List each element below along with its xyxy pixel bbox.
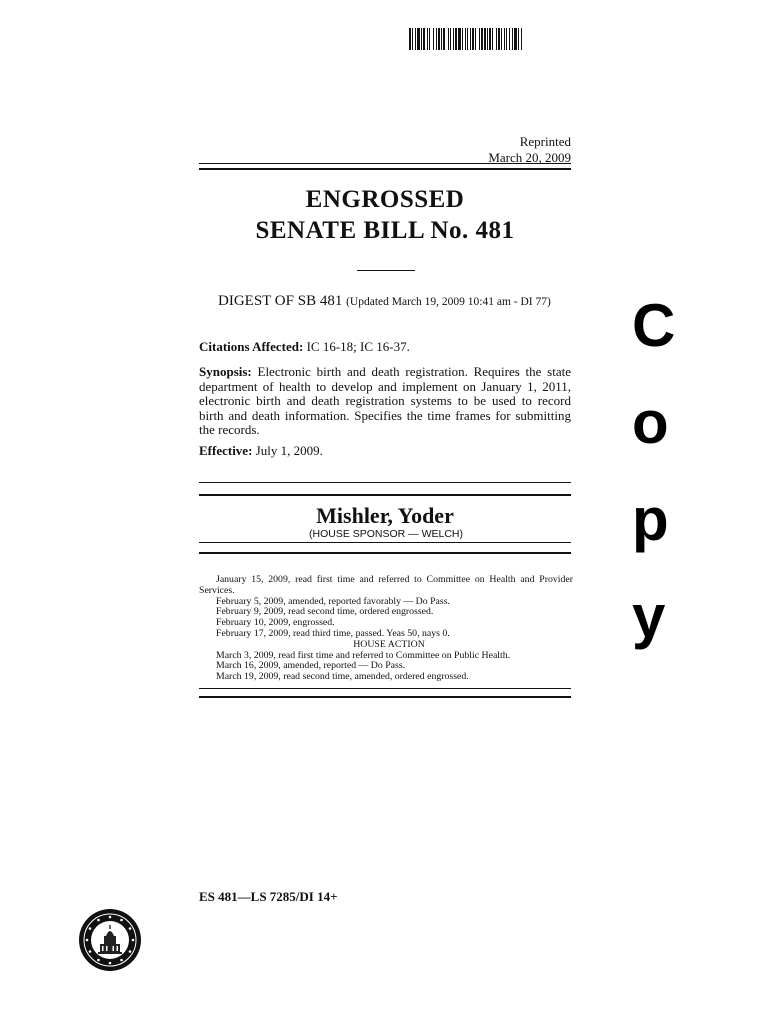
history-rule-1 <box>199 688 571 689</box>
sponsor-rule-1 <box>199 482 571 483</box>
sponsor-rule-2 <box>199 494 571 496</box>
history-rule-2 <box>199 696 571 698</box>
sponsor-rule-3 <box>199 542 571 543</box>
document-id: ES 481—LS 7285/DI 14+ <box>199 889 338 904</box>
synopsis-label: Synopsis: <box>199 364 252 379</box>
digest-heading <box>218 293 551 310</box>
citations-paragraph <box>199 340 571 355</box>
history-entry: February 17, 2009, read third time, passed. Yeas 50, nays 0. <box>216 627 450 639</box>
copy-watermark-letter: C <box>632 292 676 359</box>
header-rule-1 <box>199 163 571 164</box>
sponsor-rule-4 <box>199 552 571 554</box>
bill-title-line2: SENATE BILL No. 481 <box>255 217 515 244</box>
legislative-history <box>199 575 573 683</box>
history-entry: March 16, 2009, amended, reported — Do Pass. <box>216 660 406 672</box>
effective-text: July 1, 2009. <box>255 443 323 458</box>
effective-paragraph <box>199 444 571 459</box>
reprint-date: March 20, 2009 <box>488 150 571 165</box>
bill-authors: Mishler, Yoder <box>316 503 454 528</box>
house-action-heading: HOUSE ACTION <box>353 638 425 650</box>
history-entry: March 3, 2009, read first time and referred to Committee on Public Health. <box>216 649 511 661</box>
bill-title-line1: ENGROSSED <box>305 186 465 213</box>
digest-label: DIGEST OF SB 481 <box>218 293 343 309</box>
header-rule-2 <box>199 168 571 170</box>
title-divider <box>357 270 415 271</box>
synopsis-paragraph <box>199 365 571 438</box>
history-entry: February 5, 2009, amended, reported favorably — Do Pass. <box>216 595 450 607</box>
digest-updated: (Updated March 19, 2009 10:41 am - DI 77) <box>346 296 551 308</box>
barcode <box>409 28 589 50</box>
state-seal-icon <box>78 908 142 972</box>
history-entry: January 15, 2009, read first time and referred to Committee on Health and Provider Services. <box>199 574 573 596</box>
copy-watermark-letter: p <box>632 486 669 553</box>
copy-watermark-letter: o <box>632 389 669 456</box>
reprint-label: Reprinted <box>519 134 571 149</box>
history-entry: March 19, 2009, read second time, amended, ordered engrossed. <box>216 671 469 683</box>
history-entry: February 9, 2009, read second time, ordered engrossed. <box>216 606 434 618</box>
reprint-block <box>488 134 571 166</box>
copy-watermark-letter: y <box>632 583 666 650</box>
history-entry: February 10, 2009, engrossed. <box>216 617 335 629</box>
effective-label: Effective: <box>199 443 253 458</box>
house-sponsor: (HOUSE SPONSOR — WELCH) <box>309 528 464 540</box>
citations-label: Citations Affected: <box>199 339 304 354</box>
synopsis-text: Electronic birth and death registration. Requires the state department of health to develop and implement on January 1, 2011, electronic birth and death registration systems to be used to record birth and death information. Specifies the time frames for submitting the records. <box>199 364 571 437</box>
citations-text: IC 16-18; IC 16-37. <box>306 339 410 354</box>
